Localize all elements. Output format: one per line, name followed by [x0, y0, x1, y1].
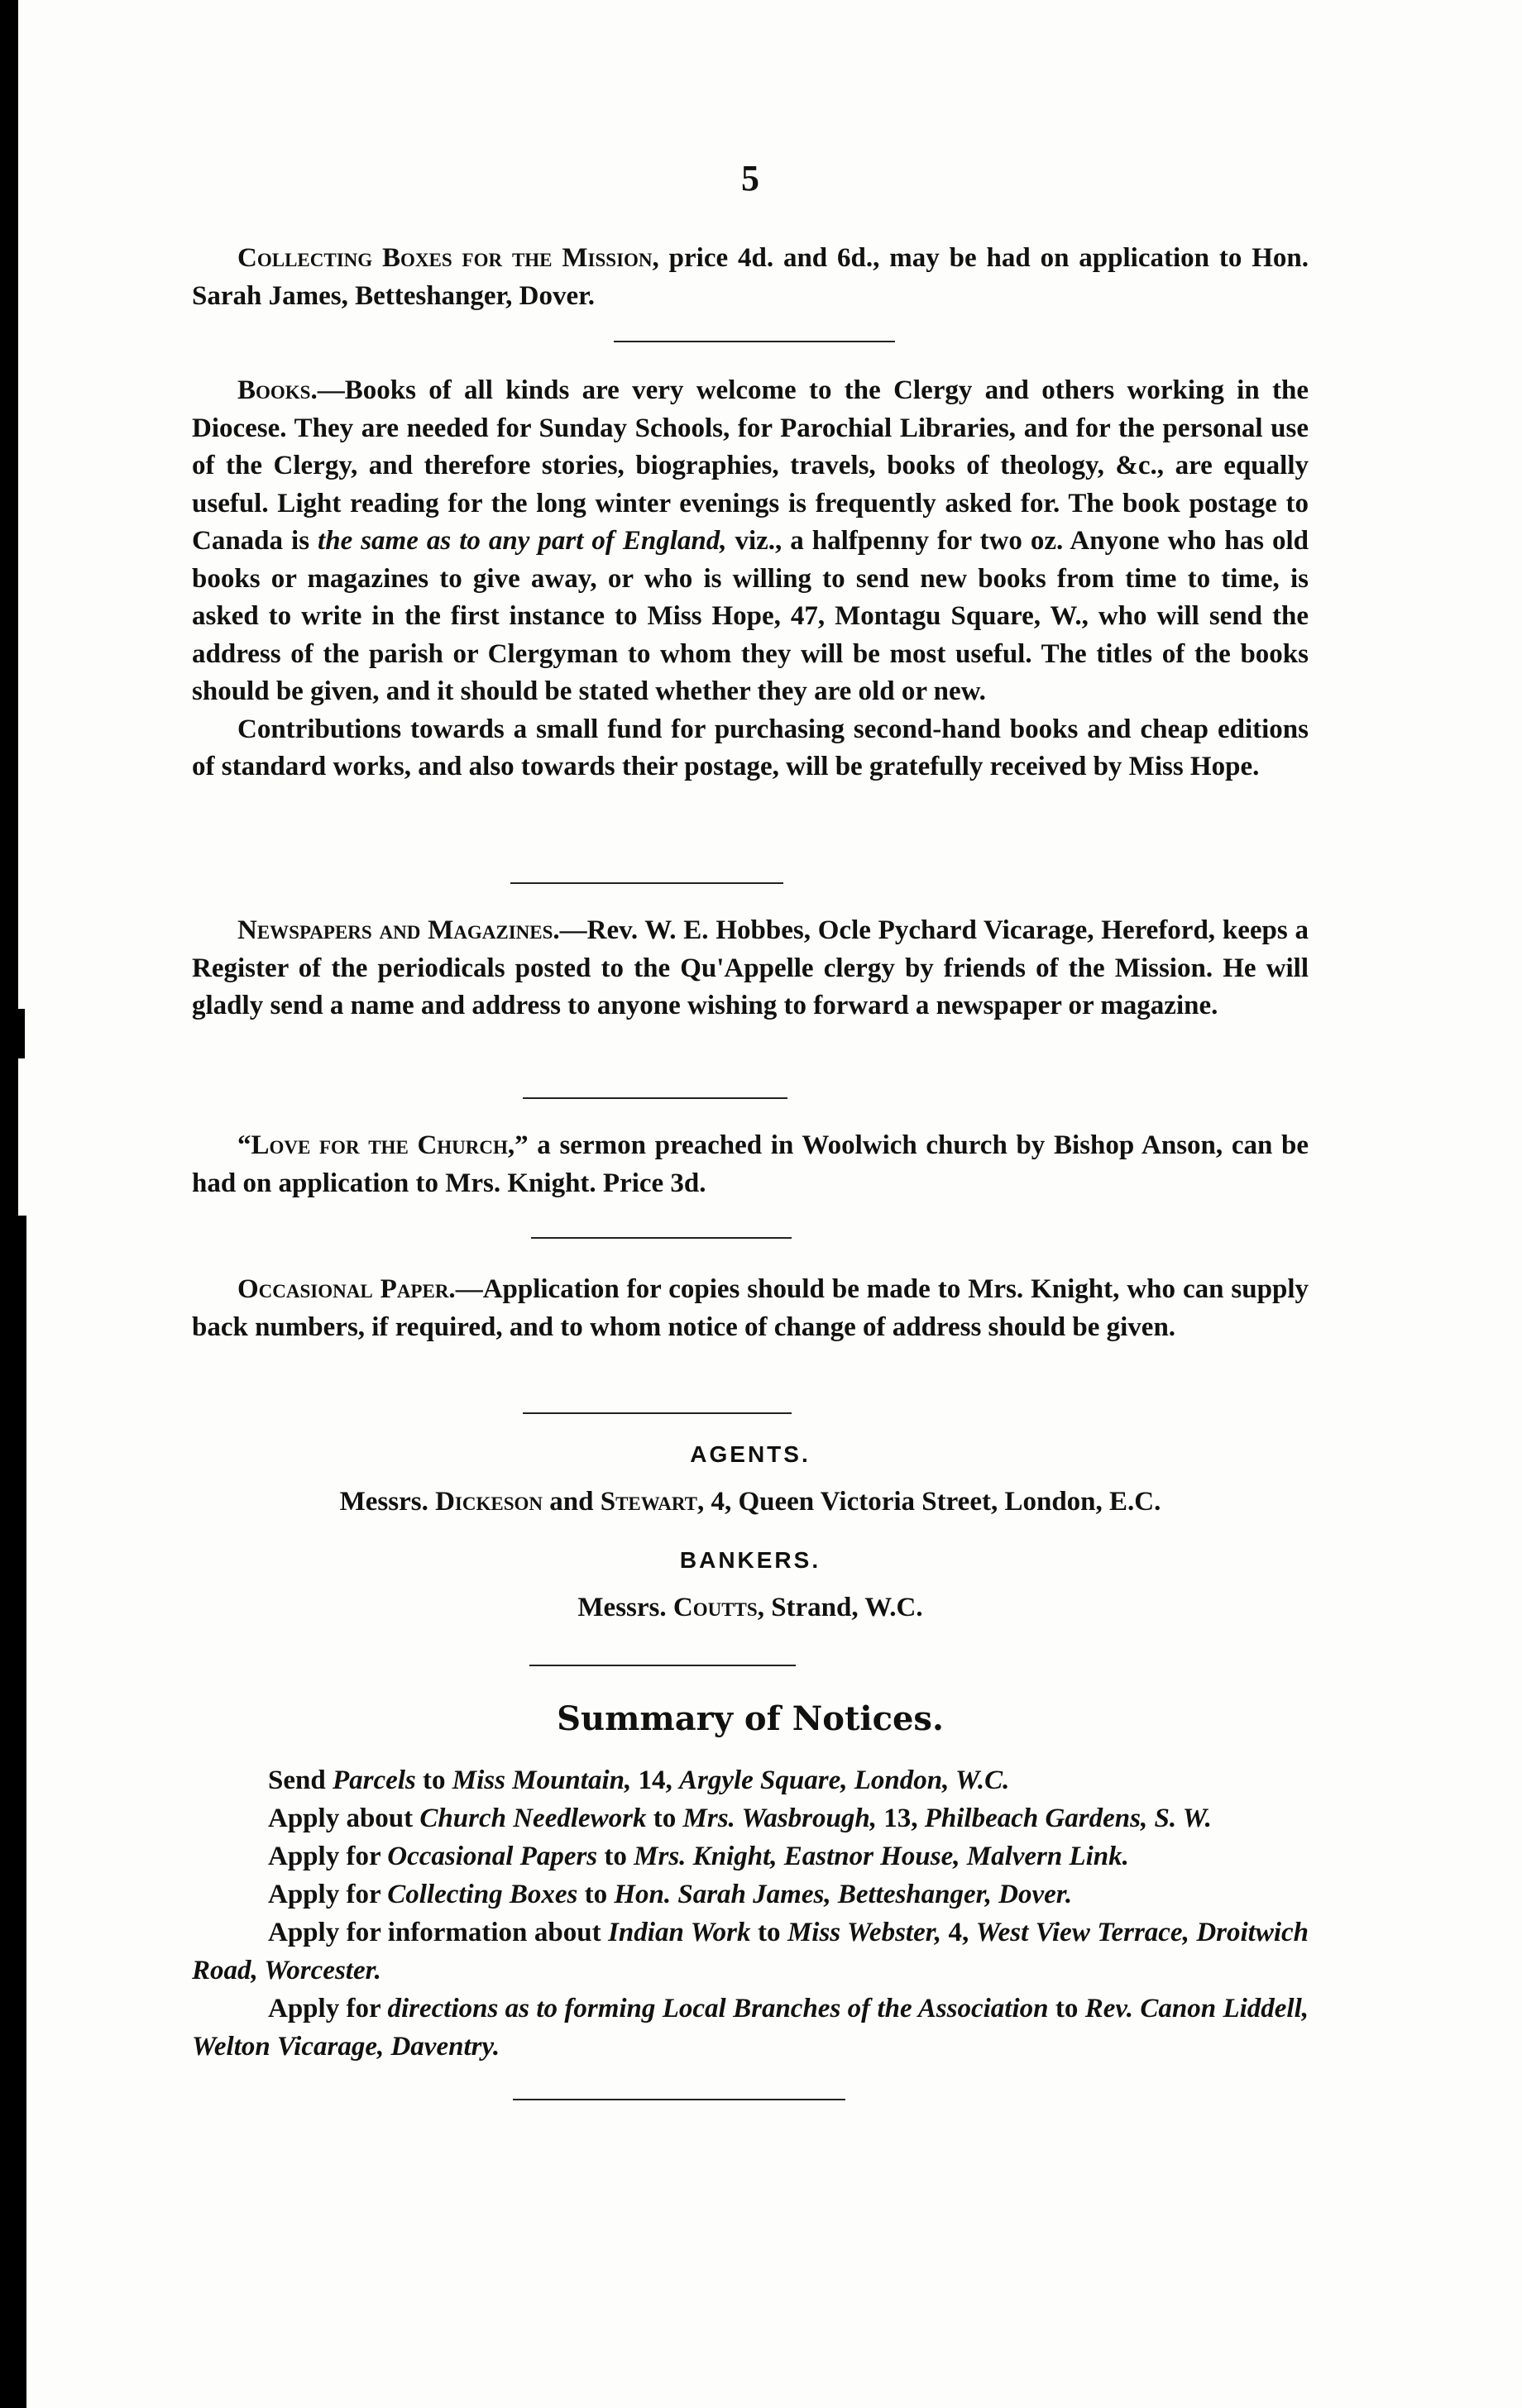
- notice-heading: Books.: [237, 375, 318, 405]
- notice-body: —Rev. W. E. Hobbes, Ocle Pychard Vicarage, Hereford, keeps a Register of the periodicals posted to the Qu'Appelle clergy by friends of the Mission. He will gladly send a name and address to anyone wishing to forward a newspaper or magazine.: [192, 915, 1309, 1020]
- divider-rule: [531, 1237, 792, 1239]
- summary-item-emphasis: Church Needlework: [419, 1804, 647, 1833]
- summary-item-emphasis: Indian Work: [608, 1918, 751, 1947]
- summary-item-text: to: [1048, 1994, 1085, 2023]
- summary-item-emphasis: Mrs. Wasbrough,: [682, 1804, 877, 1833]
- agent-name: Stewart: [600, 1487, 697, 1517]
- divider-rule: [529, 1665, 796, 1666]
- agent-name: Dickeson: [435, 1487, 543, 1517]
- summary-item: [192, 1761, 1309, 1799]
- notice-heading: Newspapers and Magazines.: [237, 915, 560, 945]
- notice-heading: Occasional Paper.: [237, 1274, 456, 1304]
- summary-item-emphasis: Parcels: [332, 1765, 416, 1795]
- summary-item-emphasis: Argyle Square, London, W.C.: [678, 1765, 1010, 1795]
- summary-item: [192, 1875, 1309, 1913]
- scan-edge-mark: [18, 1009, 25, 1058]
- notice-body: —Books of all kinds are very welcome to the Clergy and others working in the Diocese. They are needed for Sunday Schools, for Parochial Libraries, and for the personal use of the Clergy, and therefore stories, biographies, travels, books of theology, &c., are equally useful. Light reading for the long winter evenings is frequently asked for. The book postage to Canada is: [192, 375, 1309, 556]
- open-quote: “: [237, 1130, 251, 1160]
- divider-rule: [523, 1412, 792, 1414]
- notice-contributions: Contributions towards a small fund for purchasing second-hand books and cheap editions of standard works, and also towards their postage, will be gratefully received by Miss Hope.: [192, 714, 1309, 781]
- summary-item-text: 4,: [941, 1918, 976, 1947]
- notice-body: a sermon preached in Woolwich church by Bishop Anson, can be had on application to Mrs. Knight. Price 3d.: [192, 1130, 1309, 1198]
- summary-item-emphasis: West View Terrace, Droitwich Road, Worcester.: [192, 1918, 1309, 1985]
- bankers-line: Messrs. Coutts, Strand, W.C.: [577, 1593, 923, 1622]
- summary-title: Summary of Notices.: [557, 1699, 944, 1738]
- summary-item-emphasis: Eastnor House, Malvern Link.: [783, 1842, 1129, 1871]
- summary-item-emphasis: Occasional Papers: [387, 1842, 598, 1871]
- summary-item-text: Apply for: [268, 1994, 388, 2023]
- summary-item: [192, 1990, 1309, 2066]
- summary-item-text: Apply for information about: [268, 1918, 609, 1947]
- notice-heading: Love for the Church,”: [251, 1130, 529, 1160]
- summary-item: [192, 1913, 1309, 1990]
- scan-edge-mark: [18, 1216, 26, 2408]
- notice-collecting-boxes: [192, 240, 1309, 315]
- notice-love-for-church: [192, 1127, 1309, 1202]
- summary-item-text: 14,: [631, 1765, 679, 1795]
- summary-item-emphasis: Miss Mountain,: [452, 1765, 632, 1795]
- agents-title: AGENTS.: [690, 1441, 811, 1467]
- summary-item-emphasis: Rev. Canon Liddell,: [1084, 1994, 1309, 2023]
- notice-books: [192, 372, 1309, 786]
- banker-name: Coutts: [672, 1593, 758, 1622]
- summary-item-text: to: [597, 1842, 634, 1871]
- summary-item-emphasis: directions as to forming Local Branches of the Association: [387, 1994, 1049, 2023]
- summary-item-text: to: [415, 1765, 452, 1795]
- notice-body: price 4d. and 6d., may be had on application to Hon. Sarah James, Betteshanger, Dover.: [192, 243, 1309, 311]
- notice-newspapers: [192, 912, 1309, 1025]
- summary-item-emphasis: Collecting Boxes: [387, 1880, 578, 1909]
- summary-list: [192, 1761, 1309, 2066]
- summary-item-emphasis: Betteshanger, Dover.: [837, 1880, 1073, 1909]
- agents-line: Messrs. Dickeson and Stewart, 4, Queen Victoria Street, London, E.C.: [339, 1487, 1161, 1517]
- divider-rule: [523, 1097, 787, 1099]
- summary-item-emphasis: Miss Webster,: [787, 1918, 942, 1947]
- notice-body: viz., a halfpenny for two oz. Anyone who has old books or magazines to give away, or who is willing to send new books from time to time, is asked to write in the first instance to Miss Hope, 47, Montagu Square, W., who will send the address of the parish or Clergyman to whom they will be most useful. The titles of the books should be given, and it should be stated whether they are old or new.: [192, 526, 1309, 706]
- summary-item-emphasis: Hon. Sarah James,: [614, 1880, 831, 1909]
- summary-item: [192, 1799, 1309, 1837]
- summary-item-text: 13,: [876, 1804, 925, 1833]
- summary-item-text: Apply for: [268, 1880, 388, 1909]
- summary-item-text: Apply for: [268, 1842, 388, 1871]
- summary-item-text: to: [646, 1804, 683, 1833]
- summary-item: [192, 1837, 1309, 1875]
- notice-body: —Application for copies should be made to Mrs. Knight, who can supply back numbers, if required, and to whom notice of change of address should be given.: [192, 1274, 1309, 1342]
- divider-rule: [614, 341, 895, 342]
- summary-item-text: to: [750, 1918, 787, 1947]
- summary-item-text: Send: [268, 1765, 333, 1795]
- summary-item-text: to: [577, 1880, 615, 1909]
- notice-body-italic: the same as to any part of England,: [318, 526, 727, 556]
- summary-item-text: [778, 1842, 784, 1871]
- notice-occasional-paper: [192, 1271, 1309, 1346]
- document-page: [18, 0, 1522, 2408]
- summary-item-text: Apply about: [268, 1804, 420, 1833]
- divider-rule: [513, 2099, 845, 2100]
- summary-item-text: [831, 1880, 838, 1909]
- summary-item-emphasis: Welton Vicarage, Daventry.: [192, 2032, 500, 2062]
- summary-item-emphasis: Philbeach Gardens, S. W.: [924, 1804, 1212, 1833]
- bankers-title: BANKERS.: [679, 1547, 821, 1573]
- divider-rule: [510, 882, 783, 884]
- page-number: 5: [741, 158, 759, 198]
- notice-heading: Collecting Boxes for the Mission,: [237, 243, 659, 273]
- summary-item-emphasis: Mrs. Knight,: [634, 1842, 778, 1871]
